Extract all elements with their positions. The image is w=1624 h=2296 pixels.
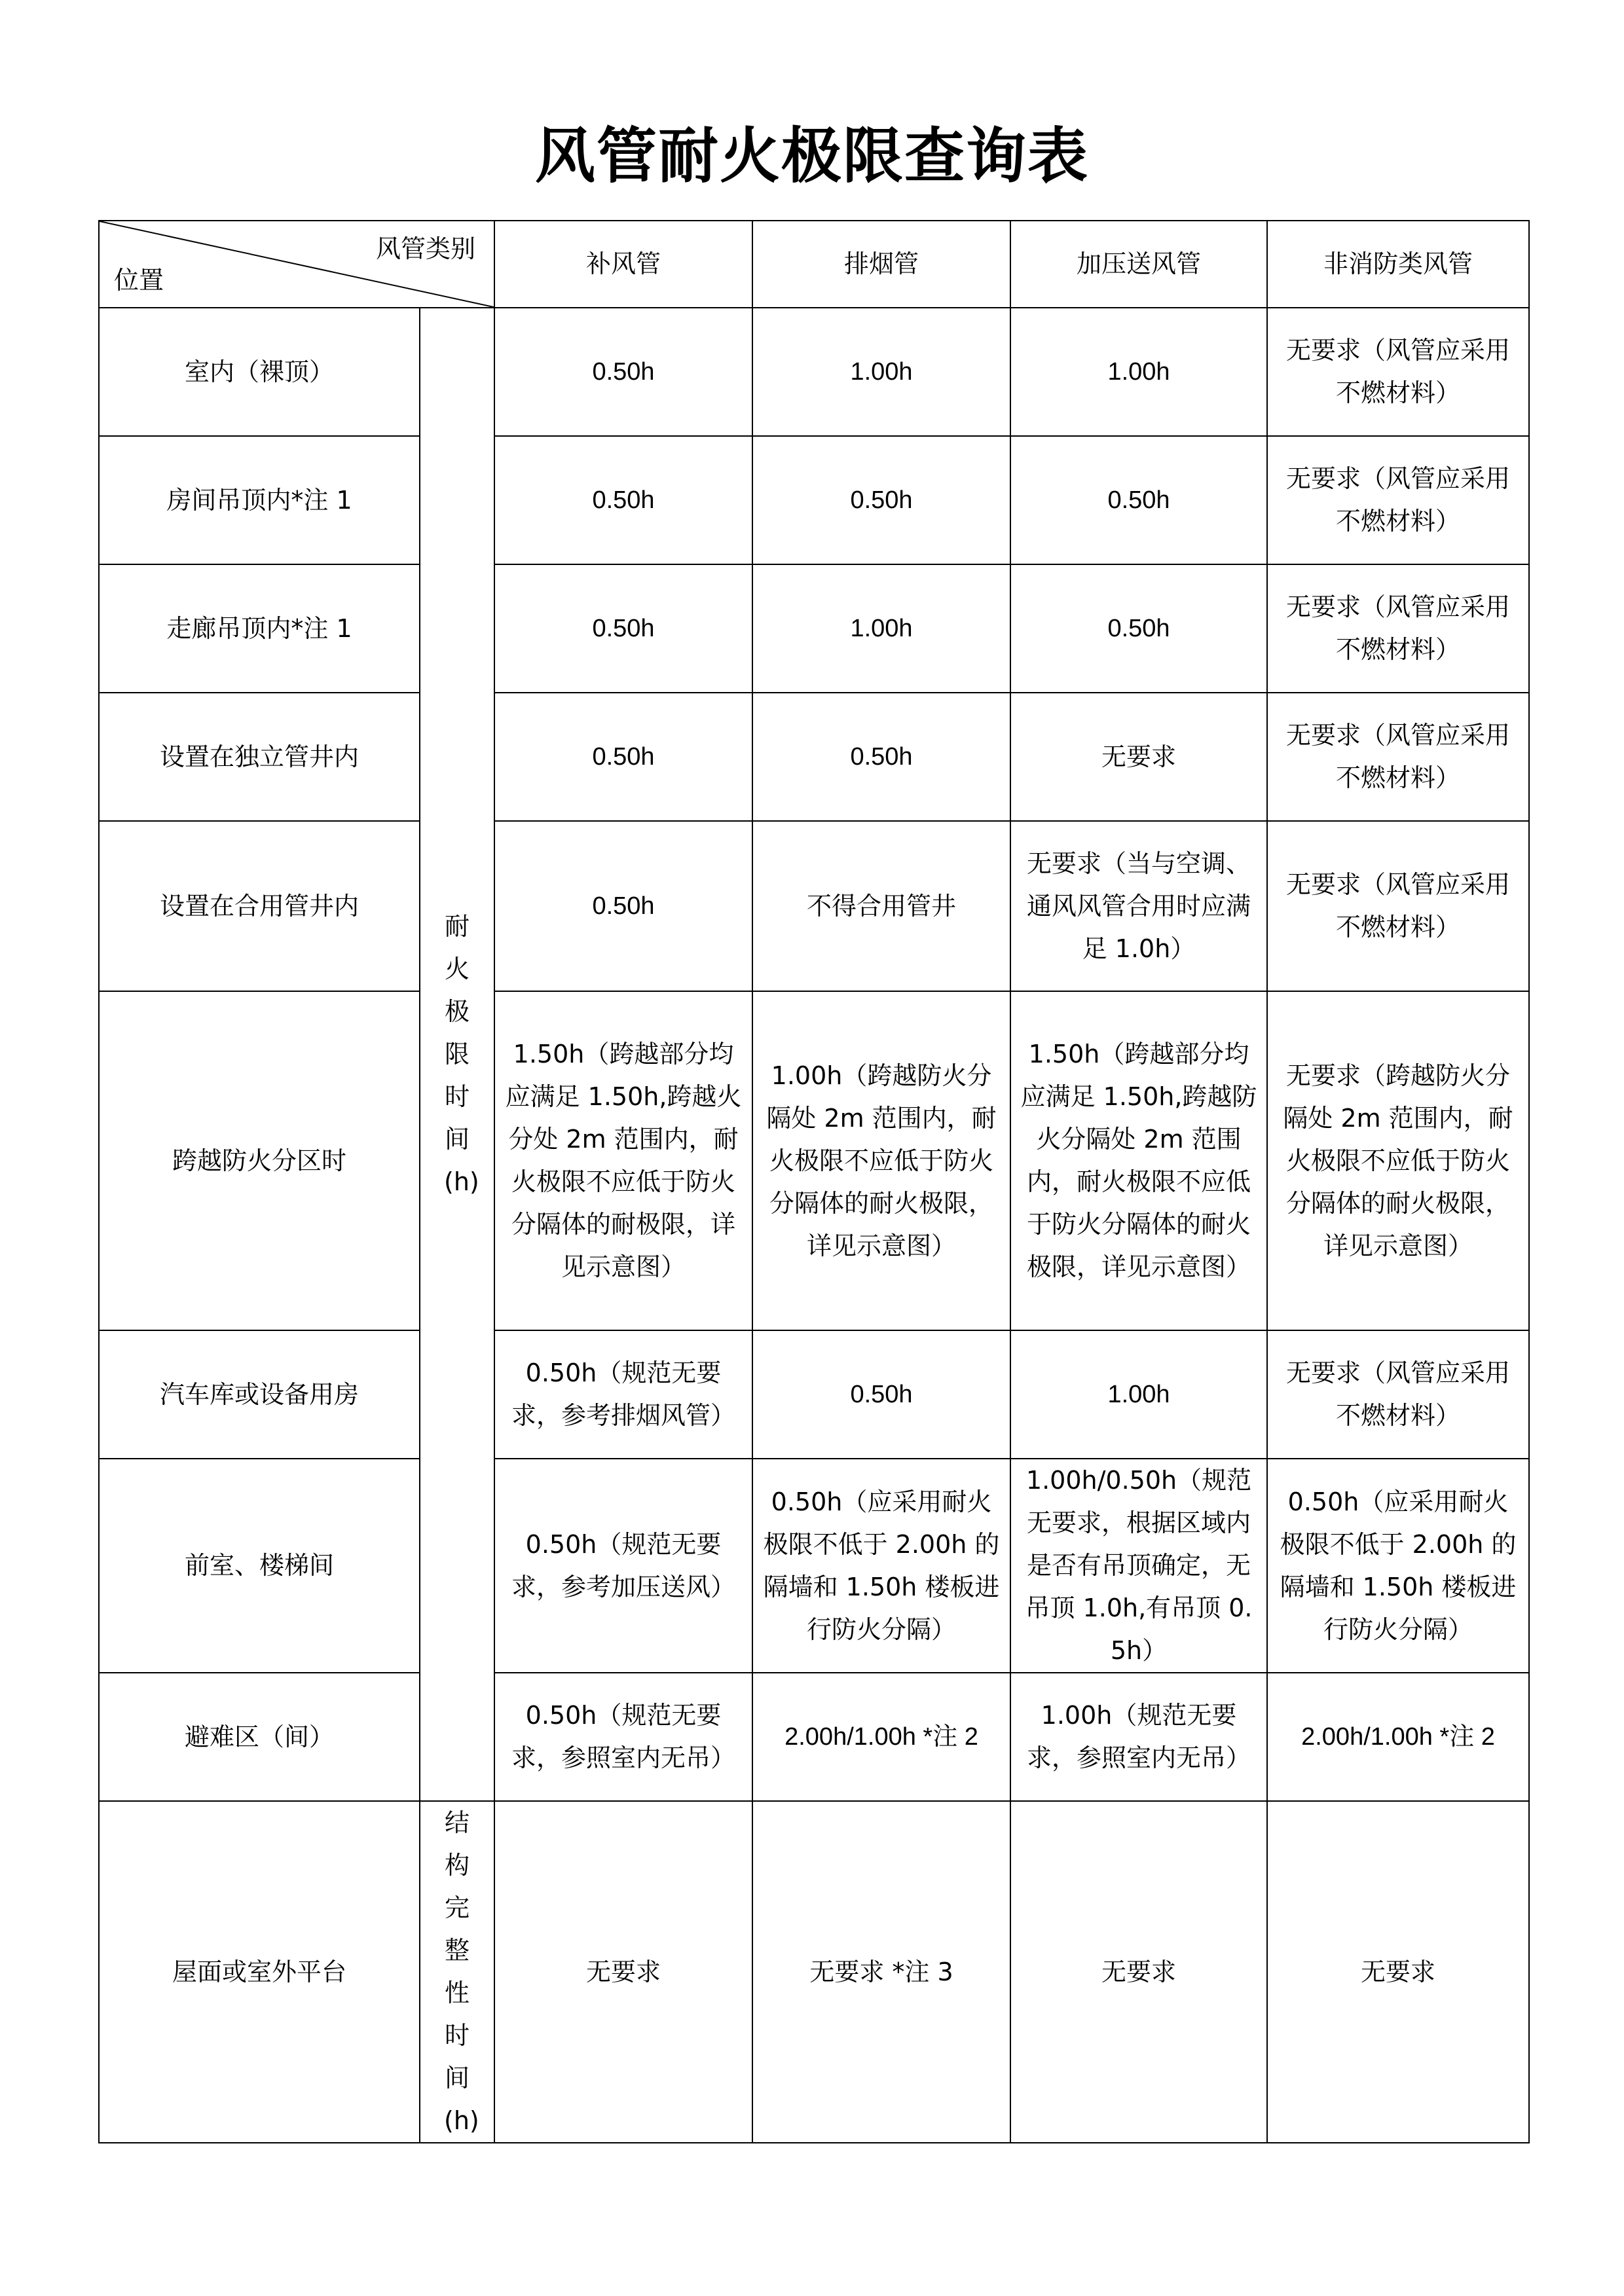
- location-cell: 房间吊顶内*注 1: [99, 436, 420, 564]
- value-cell: 1.00h（跨越防火分隔处 2m 范围内，耐火极限不应低于防火分隔体的耐火极限，详见示意图）: [752, 991, 1010, 1330]
- value-cell: 无要求 *注 3: [752, 1801, 1010, 2143]
- location-cell: 走廊吊顶内*注 1: [99, 564, 420, 693]
- table-row: [99, 1459, 1529, 1673]
- value-cell: 2.00h/1.00h *注 2: [1267, 1673, 1529, 1801]
- table-row: [99, 693, 1529, 821]
- value-cell: 1.50h（跨越部分均应满足 1.50h,跨越火分处 2m 范围内，耐火极限不应低于防火分隔体的耐极限，详见示意图）: [494, 991, 752, 1330]
- column-header: 加压送风管: [1010, 221, 1267, 308]
- location-cell: 跨越防火分区时: [99, 991, 420, 1330]
- table-row: [99, 1330, 1529, 1459]
- value-cell: 无要求（风管应采用不燃材料）: [1267, 564, 1529, 693]
- value-cell: 无要求（风管应采用不燃材料）: [1267, 436, 1529, 564]
- column-header: 排烟管: [752, 221, 1010, 308]
- location-cell: 设置在合用管井内: [99, 821, 420, 991]
- value-cell: 无要求（当与空调、通风风管合用时应满足 1.0h）: [1010, 821, 1267, 991]
- table-row: [99, 436, 1529, 564]
- value-cell: 无要求（风管应采用不燃材料）: [1267, 693, 1529, 821]
- value-cell: 0.50h（应采用耐火极限不低于 2.00h 的隔墙和 1.50h 楼板进行防火分隔）: [752, 1459, 1010, 1673]
- fire-limit-table: [98, 220, 1530, 2143]
- value-cell: 1.00h: [752, 564, 1010, 693]
- column-header: 非消防类风管: [1267, 221, 1529, 308]
- value-cell: 无要求: [1267, 1801, 1529, 2143]
- value-cell: 1.00h: [1010, 1330, 1267, 1459]
- header-row: [99, 221, 1529, 308]
- value-cell: 0.50h: [494, 308, 752, 436]
- location-cell: 避难区（间）: [99, 1673, 420, 1801]
- column-header: 补风管: [494, 221, 752, 308]
- location-cell: 设置在独立管井内: [99, 693, 420, 821]
- header-category-label: 风管类别: [375, 234, 475, 263]
- value-cell: 0.50h（应采用耐火极限不低于 2.00h 的隔墙和 1.50h 楼板进行防火分隔）: [1267, 1459, 1529, 1673]
- value-cell: 不得合用管井: [752, 821, 1010, 991]
- table-row: [99, 821, 1529, 991]
- value-cell: 1.00h（规范无要求，参照室内无吊）: [1010, 1673, 1267, 1801]
- value-cell: 0.50h: [752, 436, 1010, 564]
- value-cell: 无要求: [1010, 1801, 1267, 2143]
- table-row: [99, 1673, 1529, 1801]
- location-cell: 汽车库或设备用房: [99, 1330, 420, 1459]
- value-cell: 1.50h（跨越部分均应满足 1.50h,跨越防火分隔处 2m 范围内，耐火极限不应低于防火分隔体的耐火极限，详见示意图）: [1010, 991, 1267, 1330]
- table-row: [99, 1801, 1529, 2143]
- value-cell: 无要求（风管应采用不燃材料）: [1267, 821, 1529, 991]
- fire-limit-side-label: 耐火极限时间(h): [420, 308, 494, 1801]
- value-cell: 无要求: [1010, 693, 1267, 821]
- value-cell: 1.00h/0.50h（规范无要求，根据区域内是否有吊顶确定，无吊顶 1.0h,有吊顶 0.5h）: [1010, 1459, 1267, 1673]
- value-cell: 无要求（风管应采用不燃材料）: [1267, 1330, 1529, 1459]
- page-title: 风管耐火极限查询表: [534, 121, 1089, 191]
- structural-side-label: 结构完整性时间(h): [420, 1801, 494, 2143]
- value-cell: 0.50h（规范无要求，参考加压送风）: [494, 1459, 752, 1673]
- value-cell: 0.50h: [494, 564, 752, 693]
- value-cell: 0.50h: [494, 436, 752, 564]
- value-cell: 0.50h: [494, 693, 752, 821]
- value-cell: 无要求（风管应采用不燃材料）: [1267, 308, 1529, 436]
- value-cell: 0.50h: [752, 693, 1010, 821]
- value-cell: 0.50h: [494, 821, 752, 991]
- value-cell: 2.00h/1.00h *注 2: [752, 1673, 1010, 1801]
- value-cell: 0.50h: [752, 1330, 1010, 1459]
- value-cell: 0.50h（规范无要求，参考排烟风管）: [494, 1330, 752, 1459]
- location-cell: 前室、楼梯间: [99, 1459, 420, 1673]
- value-cell: 0.50h: [1010, 436, 1267, 564]
- header-location-label: 位置: [114, 266, 164, 295]
- location-cell: 室内（裸顶）: [99, 308, 420, 436]
- value-cell: 0.50h（规范无要求，参照室内无吊）: [494, 1673, 752, 1801]
- value-cell: 无要求: [494, 1801, 752, 2143]
- table-row: [99, 564, 1529, 693]
- location-cell: 屋面或室外平台: [99, 1801, 420, 2143]
- corner-header-cell: [99, 221, 494, 308]
- value-cell: 0.50h: [1010, 564, 1267, 693]
- table-row: [99, 308, 1529, 436]
- value-cell: 无要求（跨越防火分隔处 2m 范围内，耐火极限不应低于防火分隔体的耐火极限，详见示意图）: [1267, 991, 1529, 1330]
- value-cell: 1.00h: [752, 308, 1010, 436]
- value-cell: 1.00h: [1010, 308, 1267, 436]
- table-row: [99, 991, 1529, 1330]
